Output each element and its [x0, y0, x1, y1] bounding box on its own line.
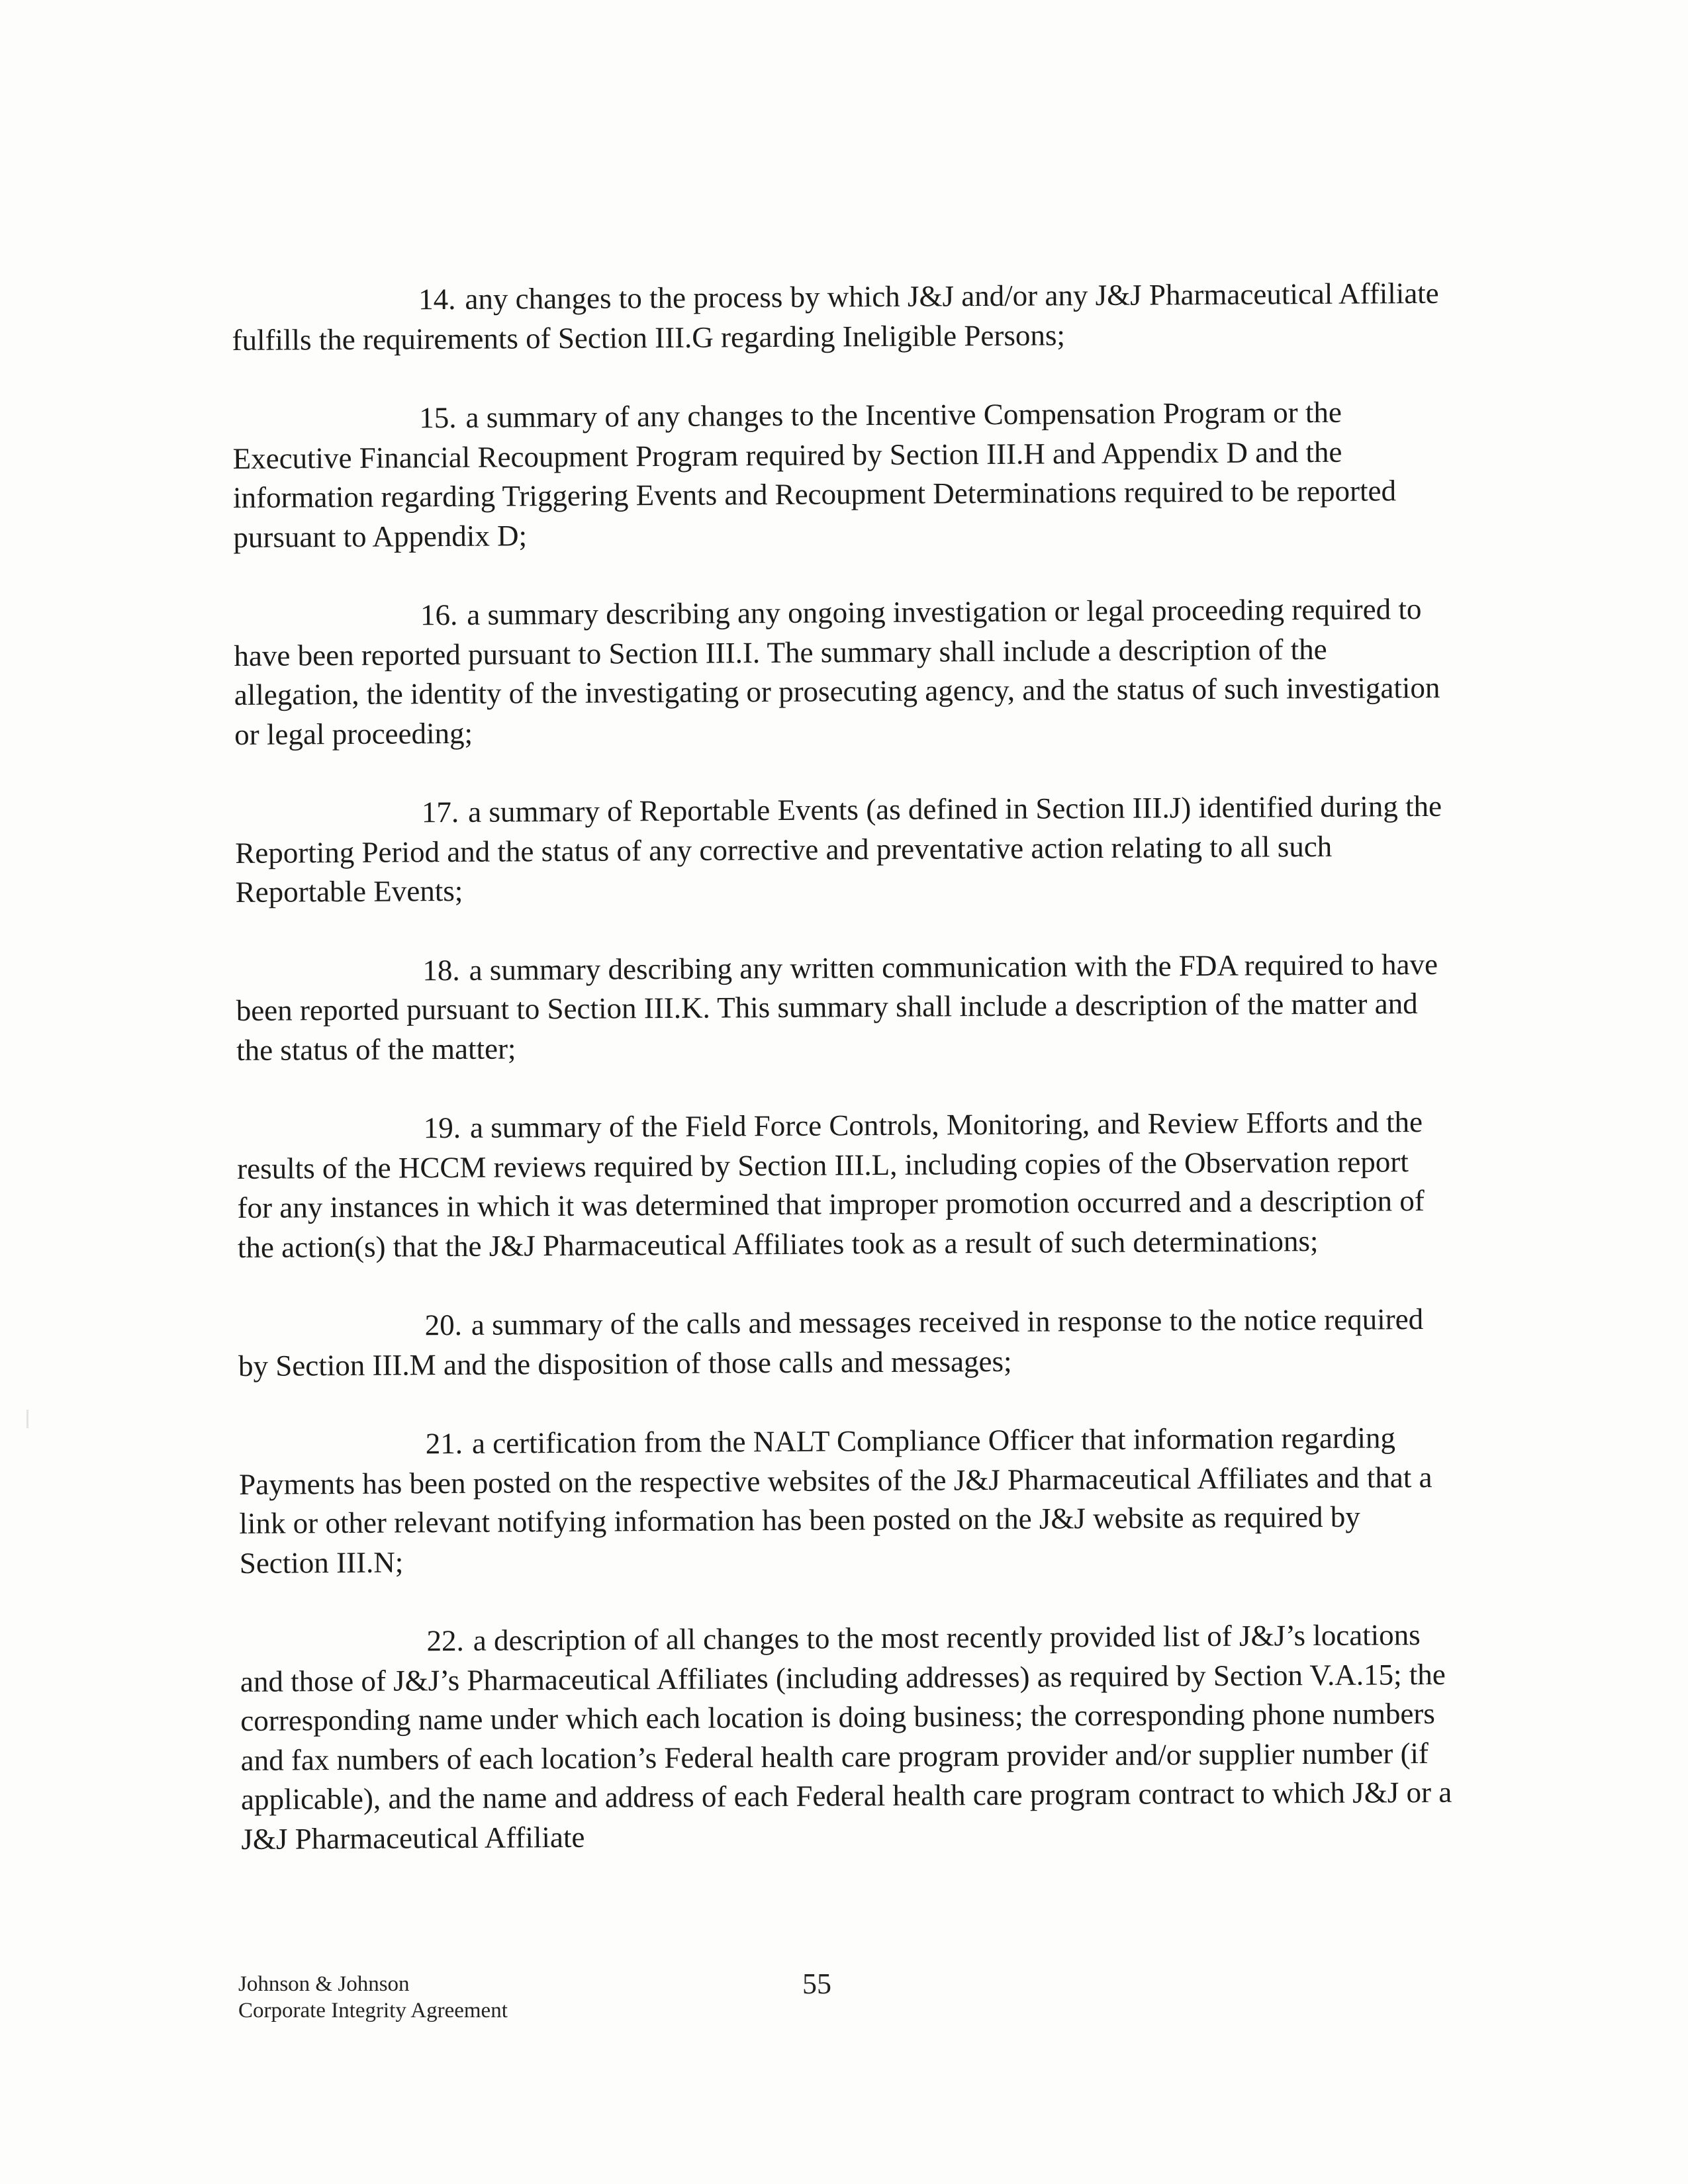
- item-number: 16.: [420, 598, 458, 632]
- item-text: a summary describing any written communication with the FDA required to have been reported pursuant to Section III.K. This summary shall include a description of the matter and the status of the matter;: [236, 947, 1438, 1067]
- list-item-16: [234, 590, 1446, 754]
- list-item-22: [240, 1615, 1452, 1859]
- item-number: 22.: [426, 1623, 464, 1658]
- page-footer: [238, 1971, 508, 2024]
- page-number: 55: [802, 1968, 831, 2000]
- footer-company: Johnson & Johnson: [238, 1972, 410, 1996]
- item-text: a summary of any changes to the Incentive Compensation Program or the Executive Financial Recoupment Program required by Section III.H and Appendix D and the information regarding Triggering Events and Recoupment Determinations required to be reported pursuant to Appendix D;: [232, 395, 1397, 554]
- list-item-19: [237, 1103, 1449, 1267]
- item-text: any changes to the process by which J&J and/or any J&J Pharmaceutical Affiliate fulfills the requirements of Section III.G regarding Ineligible Persons;: [232, 276, 1439, 357]
- list-item-18: [236, 944, 1448, 1070]
- item-number: 19.: [423, 1111, 461, 1145]
- item-number: 15.: [419, 400, 457, 435]
- item-number: 17.: [421, 795, 459, 829]
- item-text: a certification from the NALT Compliance Officer that information regarding Payments has been posted on the respective websites of the J&J Pharmaceutical Affiliates and that a link or other relevant notifying information has been posted on the J&J website as required by Section III.N;: [238, 1421, 1432, 1580]
- list-item-15: [232, 392, 1444, 557]
- item-text: a description of all changes to the most recently provided list of J&J’s locations and those of J&J’s Pharmaceutical Affiliates (including addresses) as required by Section V.A.15; the corresponding name under which each location is doing business; the corresponding phone numbers and fax numbers of each location’s Federal health care program provider and/or supplier number (if applicable), and the name and address of each Federal health care program contract to which J&J or a J&J Pharmaceutical Affiliate: [240, 1618, 1452, 1856]
- item-text: a summary of Reportable Events (as defined in Section III.J) identified during the Reporting Period and the status of any corrective and preventative action relating to all such Reportable Events;: [235, 789, 1442, 909]
- item-text: a summary describing any ongoing investigation or legal proceeding required to have been reported pursuant to Section III.I. The summary shall include a description of the allegation, the identity of the investigating or prosecuting agency, and the status of such investigation or legal proceeding;: [234, 592, 1440, 751]
- item-text: a summary of the calls and messages received in response to the notice required by Section III.M and the disposition of those calls and messages;: [238, 1302, 1424, 1383]
- item-number: 21.: [425, 1426, 463, 1461]
- scan-artifact: [26, 1410, 28, 1428]
- item-number: 14.: [418, 282, 456, 316]
- list-item-17: [235, 787, 1447, 913]
- item-number: 18.: [422, 953, 460, 987]
- list-item-21: [239, 1418, 1451, 1583]
- document-body: [232, 274, 1453, 1899]
- list-item-20: [238, 1300, 1450, 1386]
- footer-document-title: Corporate Integrity Agreement: [238, 1999, 508, 2023]
- item-number: 20.: [424, 1308, 463, 1342]
- list-item-14: [232, 274, 1444, 360]
- item-text: a summary of the Field Force Controls, Monitoring, and Review Efforts and the results of the HCCM reviews required by Section III.L, including copies of the Observation report for any instances in which it was determined that improper promotion occurred and a description of the action(s) that the J&J Pharmaceutical Affiliates took as a result of such determinations;: [237, 1105, 1425, 1264]
